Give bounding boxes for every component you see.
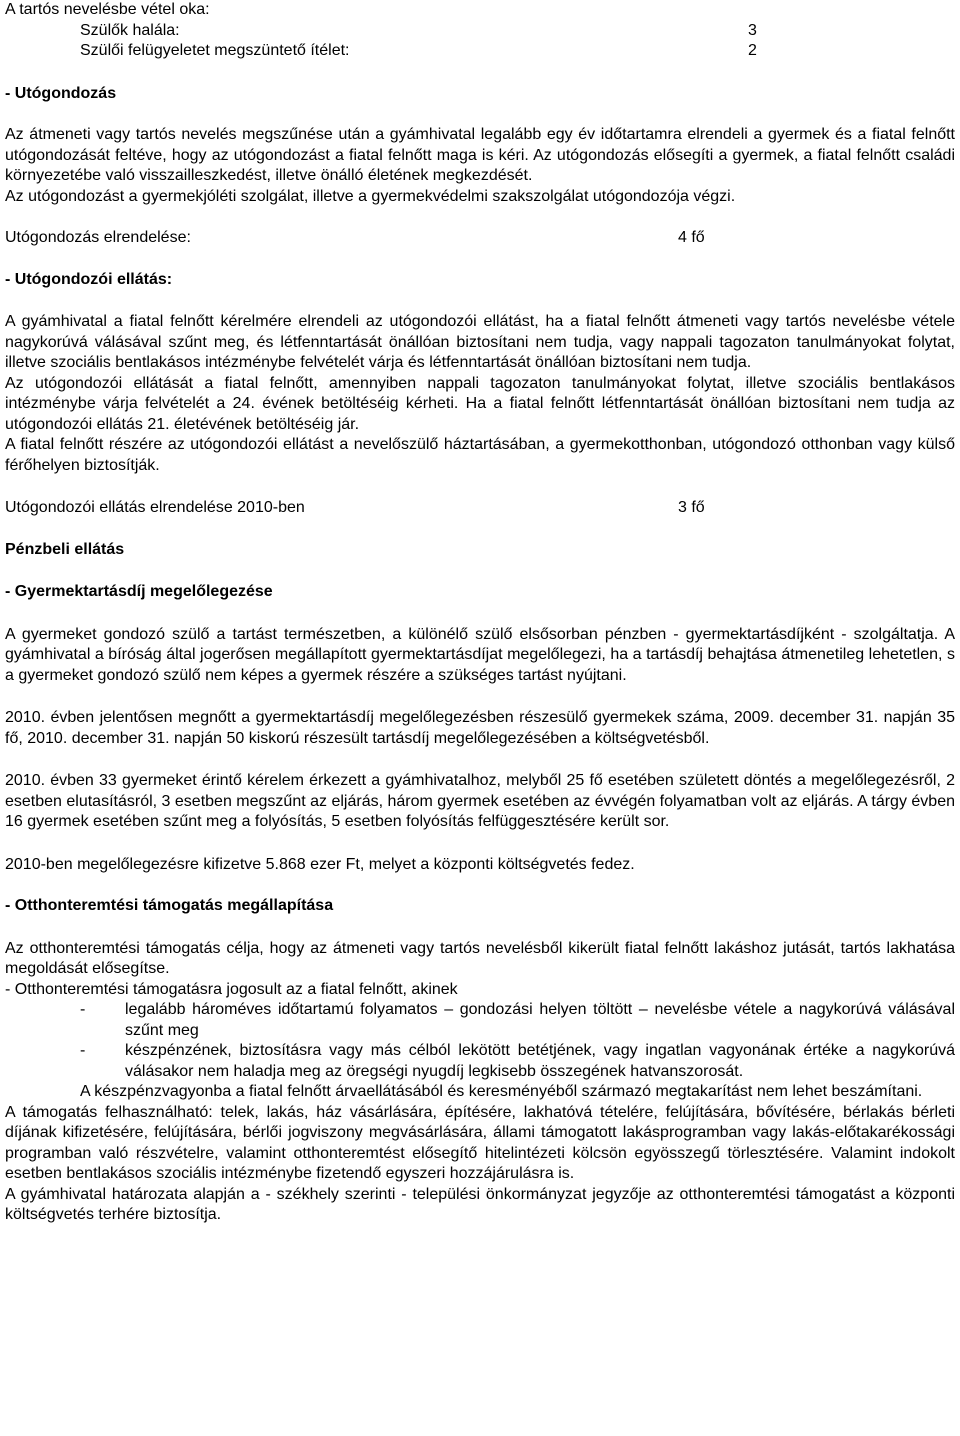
list-item xyxy=(80,1041,955,1082)
aftercare-order-row xyxy=(5,228,955,249)
aftercare-service-order-row xyxy=(5,498,955,519)
aftercare-order-value: 4 fő xyxy=(678,229,705,246)
aftercare-order-label: Utógondozás elrendelése: xyxy=(5,229,191,246)
child-support-paragraph: A gyermeket gondozó szülő a tartást természetben, a különélő szülő elsősorban pénzben - gyermektartásdíjként - szolgáltatja. A gyámhivatal a bíróság által jogerősen megállapított gyermektartásdíjat megelőlegezi, ha a tartásdíj behajtása átmenetileg lehetetlen, s a gyermeket gondozó szülő nem képes a gyermek részére a szükséges tartást nyújtani. xyxy=(5,625,955,684)
list-item xyxy=(80,1000,955,1041)
financial-heading: Pénzbeli ellátás xyxy=(5,540,125,558)
housing-note: A készpénzvagyonba a fiatal felnőtt árvaellátásából és keresményéből származó megtakarítást nem lehet beszámítani. xyxy=(80,1083,923,1100)
aftercare-paragraph: Az utógondozást a gyermekjóléti szolgálat, illetve a gyermekvédelmi szakszolgálat utógondozója végzi. xyxy=(5,187,736,205)
intake-row-value: 2 xyxy=(748,42,757,59)
list-dash: - xyxy=(80,1042,86,1059)
aftercare-service-heading: - Utógondozói ellátás: xyxy=(5,270,173,288)
housing-paragraph: A gyámhivatal határozata alapján a - székhely szerinti - települési önkormányzat jegyzője az otthonteremtési támogatást a központi költségvetés terhére biztosítja. xyxy=(5,1185,955,1223)
housing-eligibility-list xyxy=(80,1000,955,1103)
aftercare-service-order-value: 3 fő xyxy=(678,499,705,516)
intake-row xyxy=(80,21,955,42)
child-support-paragraph: 2010. évben jelentősen megnőtt a gyermektartásdíj megelőlegezésben részesülő gyermekek száma, 2009. december 31. napján 35 fő, 2010. december 31. napján 50 kiskorú részesült tartásdíj megelőlegezésében a költségvetésből. xyxy=(5,709,955,747)
child-support-paragraph: 2010. évben 33 gyermeket érintő kérelem érkezett a gyámhivatalhoz, melyből 25 fő esetében született döntés a megelőlegezésről, 2 esetben elutasításról, 3 esetben megszűnt az eljárás, három gyermek esetében az évvégén folyamatban volt az eljárás. A tárgy évben 16 gyermek esetében szűnt meg a folyósítás, 5 esetben folyósítás felfüggesztésére került sor. xyxy=(5,772,955,830)
intake-row xyxy=(80,41,955,62)
aftercare-heading: - Utógondozás xyxy=(5,84,117,102)
aftercare-service-paragraph: A fiatal felnőtt részére az utógondozói ellátást a nevelőszülő háztartásában, a gyermekotthonban, utógondozó otthonban vagy külső férőhelyen biztosítják. xyxy=(5,436,955,474)
aftercare-paragraph: Az átmeneti vagy tartós nevelés megszűnése után a gyámhivatal legalább egy év időtartamra elrendeli a gyermek és a fiatal felnőtt utógondozását feltéve, hogy az utógondozást a fiatal felnőtt maga is kéri. Az utógondozás elősegíti a gyermek, a fiatal felnőtt családi környezetébe való visszailleszkedést, illetve önálló életének megkezdését. xyxy=(5,126,955,184)
intake-row-label: Szülők halála: xyxy=(80,21,180,39)
list-dash: - xyxy=(80,1001,86,1018)
list-item-text: legalább hároméves időtartamú folyamatos – gondozási helyen töltött – nevelésbe vétele a nagykorúvá válásával szűnt meg xyxy=(125,1001,955,1039)
intake-row-label: Szülői felügyeletet megszüntető ítélet: xyxy=(80,42,350,59)
intake-row-value: 3 xyxy=(748,21,757,39)
aftercare-service-paragraph: A gyámhivatal a fiatal felnőtt kérelmére elrendeli az utógondozói ellátást, ha a fiatal felnőtt átmeneti vagy tartós nevelésbe vétele nagykorúvá válásával szűnt meg, és létfenntartását önállóan biztosítani nem tudja, vagy nappali tagozaton tanulmányokat folytat, illetve szociális bentlakásos intézménybe felvételét várja és létfenntartását önállóan biztosítani nem tudja. xyxy=(5,313,955,371)
child-support-heading: - Gyermektartásdíj megelőlegezése xyxy=(5,583,273,600)
aftercare-service-paragraph: Az utógondozói ellátását a fiatal felnőtt, amennyiben nappali tagozaton tanulmányokat folytat, illetve szociális bentlakásos intézménybe várja felvételét a 24. évének betöltéséig kérheti. Ha a fiatal felnőtt létfenntartását önállóan biztosítani nem tudja az utógondozói ellátás 21. életévének betöltéséig jár. xyxy=(5,374,955,433)
list-item-text: készpénzének, biztosításra vagy más célból lekötött betétjének, vagy ingatlan vagyonának értéke a nagykorúvá válásakor nem haladja meg az öregségi nyugdíj legkisebb összegének hatvanszorosát. xyxy=(125,1042,955,1080)
child-support-paragraph: 2010-ben megelőlegezésre kifizetve 5.868 ezer Ft, melyet a központi költségvetés fedez. xyxy=(5,855,635,873)
aftercare-service-order-label: Utógondozói ellátás elrendelése 2010-ben xyxy=(5,499,305,516)
housing-heading: - Otthonteremtési támogatás megállapítása xyxy=(5,897,334,914)
housing-paragraph: A támogatás felhasználható: telek, lakás, ház vásárlására, építésére, lakhatóvá tételére, felújítására, bővítésére, bérlakás bérleti díjának kifizetésére, felújítására, bérlői jogviszony megvásárlására, állami támogatott lakásprogramban vagy lakás-előtakarékossági programban való részvételre, valamint otthonteremtést elősegítő hitelintézeti kölcsön egyösszegű törlesztésére. Valamint indokolt esetben bentlakásos szociális intézménybe fizetendő egyszeri hozzájárulásra is. xyxy=(5,1103,955,1182)
housing-eligibility-intro: - Otthonteremtési támogatásra jogosult az a fiatal felnőtt, akinek xyxy=(5,980,458,998)
intake-table xyxy=(5,21,955,62)
intake-heading: A tartós nevelésbe vétel oka: xyxy=(5,1,210,18)
housing-paragraph: Az otthonteremtési támogatás célja, hogy az átmeneti vagy tartós nevelésből kikerült fiatal felnőtt lakáshoz jutását, tartós lakhatása megoldását elősegítse. xyxy=(5,939,955,977)
